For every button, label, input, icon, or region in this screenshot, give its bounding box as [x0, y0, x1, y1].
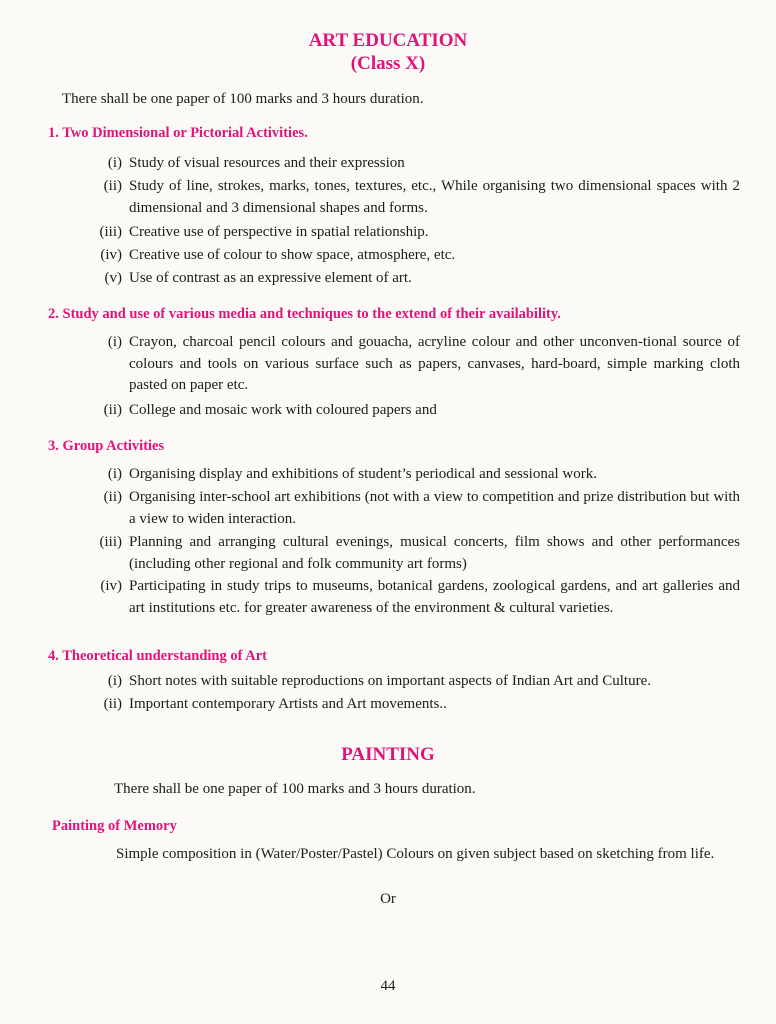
- item-text: College and mosaic work with coloured papers and: [129, 402, 437, 418]
- item-number: (ii): [103, 402, 122, 418]
- section-heading-2: 2. Study and use of various media and techniques to the extend of their availability.: [48, 306, 561, 322]
- item-number: (i): [107, 334, 122, 350]
- item-text: Participating in study trips to museums, botanical gardens, zoological gardens, and art galleries and art institutions etc. for greater awareness of the environment & cultural varieties.: [129, 578, 740, 616]
- item-number: (iv): [100, 247, 122, 263]
- item-text: Study of visual resources and their expression: [129, 155, 405, 171]
- page-subtitle: (Class X): [350, 53, 426, 74]
- painting-memory-heading: Painting of Memory: [52, 818, 177, 834]
- item-text: Organising inter-school art exhibitions (not with a view to competition and prize distribution but with a view to widen interaction.: [129, 489, 740, 527]
- item-number: (ii): [103, 696, 122, 712]
- page-title: ART EDUCATION: [308, 30, 468, 51]
- item-text: Use of contrast as an expressive element of art.: [129, 270, 412, 286]
- section-heading-3: 3. Group Activities: [48, 438, 165, 454]
- item-text: Planning and arranging cultural evenings, musical concerts, film shows and other performances (including other regional and folk community art forms): [129, 534, 740, 572]
- painting-title: PAINTING: [341, 744, 435, 765]
- painting-memory-text: Simple composition in (Water/Poster/Pastel) Colours on given subject based on sketching from life.: [116, 846, 715, 862]
- item-text: Creative use of colour to show space, atmosphere, etc.: [129, 247, 456, 263]
- item-number: (i): [107, 155, 122, 171]
- item-text: Important contemporary Artists and Art movements..: [129, 696, 447, 712]
- item-text: Creative use of perspective in spatial relationship.: [129, 224, 429, 240]
- item-number: (iv): [100, 578, 122, 594]
- item-number: (v): [104, 270, 122, 286]
- item-text: Organising display and exhibitions of student’s periodical and sessional work.: [129, 466, 597, 482]
- item-number: (iii): [99, 534, 122, 550]
- item-text: Short notes with suitable reproductions on important aspects of Indian Art and Culture.: [129, 673, 651, 689]
- item-number: (ii): [103, 489, 122, 505]
- item-number: (iii): [99, 224, 122, 240]
- item-number: (ii): [103, 178, 122, 194]
- item-number: (i): [107, 673, 122, 689]
- item-number: (i): [107, 466, 122, 482]
- painting-intro-text: There shall be one paper of 100 marks and 3 hours duration.: [114, 781, 476, 797]
- intro-text: There shall be one paper of 100 marks and 3 hours duration.: [62, 91, 424, 107]
- or-text: Or: [380, 891, 396, 907]
- section-heading-1: 1. Two Dimensional or Pictorial Activities.: [48, 125, 308, 141]
- section-heading-4: 4. Theoretical understanding of Art: [48, 648, 267, 664]
- page-number: 44: [380, 978, 396, 994]
- item-text: Crayon, charcoal pencil colours and gouacha, acryline colour and other unconven-tional source of colours and tools on various surface such as papers, canvases, hard-board, simple marking cloth pasted on paper etc.: [129, 334, 740, 393]
- item-text: Study of line, strokes, marks, tones, textures, etc., While organising two dimensional spaces with 2 dimensional and 3 dimensional shapes and forms.: [129, 178, 740, 216]
